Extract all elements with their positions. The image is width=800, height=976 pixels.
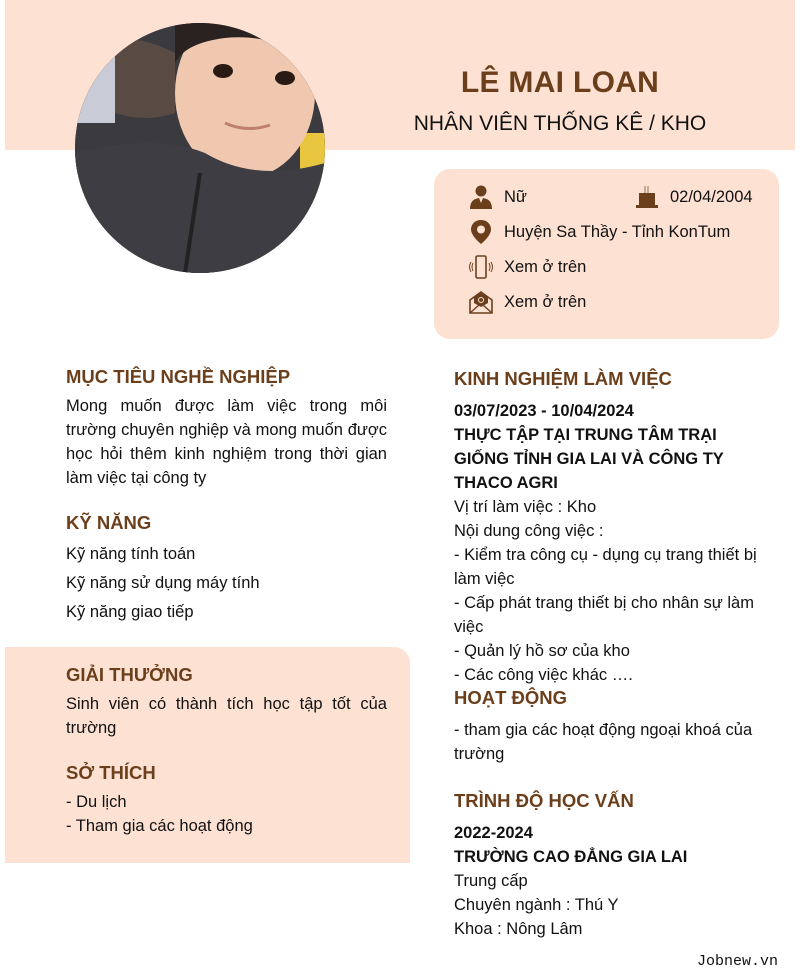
experience-block [454,399,774,687]
experience-title: KINH NGHIỆM LÀM VIỆC [454,368,672,389]
address-value: Huyện Sa Thầy - Tỉnh KonTum [504,222,731,241]
hobbies-list [66,790,253,838]
contact-address [468,219,730,245]
objective-text: Mong muốn được làm việc trong môi trường chuyên nghiệp và mong muốn được học hỏi thêm kinh nghiệm trong thời gian làm việc tại công ty [66,397,387,487]
experience-duty: - Kiểm tra công cụ - dụng cụ trang thiết bị làm việc [454,546,757,588]
avatar-photo-icon [75,23,325,273]
skill-item: Kỹ năng sử dụng máy tính [66,574,260,592]
experience-company: THỰC TẬP TẠI TRUNG TÂM TRẠI GIỐNG TỈNH GIA LAI VÀ CÔNG TY THACO AGRI [454,426,724,492]
contact-phone [468,254,586,280]
activities-title: HOẠT ĐỘNG [454,687,568,708]
birthday-value: 02/04/2004 [670,187,753,206]
objective-title: MỤC TIÊU NGHỀ NGHIỆP [66,366,291,387]
activities-text: - tham gia các hoạt động ngoại khoá của trường [454,721,753,763]
hobbies-title: SỞ THÍCH [66,762,156,783]
experience-duties-label: Nội dung công việc : [454,522,604,540]
contact-gender [468,184,527,210]
hobby-item: - Tham gia các hoạt động [66,817,253,835]
candidate-position: NHÂN VIÊN THỐNG KÊ / KHO [413,112,707,135]
contact-email [468,289,586,315]
experience-duty: - Các công việc khác …. [454,666,633,684]
education-major: Chuyên ngành : Thú Y [454,896,619,914]
birthday-cake-icon [634,184,660,210]
education-period: 2022-2024 [454,824,533,842]
phone-value: Xem ở trên [504,257,587,276]
education-title: TRÌNH ĐỘ HỌC VẤN [454,790,634,811]
awards-text: Sinh viên có thành tích học tập tốt của trường [66,695,387,737]
location-pin-icon [468,219,494,245]
experience-period: 03/07/2023 - 10/04/2024 [454,402,634,420]
experience-duty: - Quản lý hồ sơ của kho [454,642,630,660]
skills-title: KỸ NĂNG [66,512,152,533]
watermark: Jobnew.vn [697,953,779,970]
skills-list [66,540,260,627]
hobby-item: - Du lịch [66,793,127,811]
email-value: Xem ở trên [504,292,587,311]
gender-value: Nữ [504,187,527,206]
awards-title: GIẢI THƯỞNG [66,664,193,685]
contact-info-box [434,169,779,339]
experience-duty: - Cấp phát trang thiết bị cho nhân sự làm việc [454,594,754,636]
candidate-name: LÊ MAI LOAN [460,66,660,99]
education-faculty: Khoa : Nông Lâm [454,920,583,938]
email-icon [468,289,494,315]
experience-role: Vị trí làm việc : Kho [454,498,597,516]
skill-item: Kỹ năng tính toán [66,545,196,563]
skill-item: Kỹ năng giao tiếp [66,603,194,621]
education-level: Trung cấp [454,872,528,890]
contact-birthday [634,184,753,210]
avatar [75,23,325,273]
education-school: TRƯỜNG CAO ĐẲNG GIA LAI [454,848,688,866]
education-block [454,821,774,941]
person-icon [468,184,494,210]
phone-icon [468,254,494,280]
